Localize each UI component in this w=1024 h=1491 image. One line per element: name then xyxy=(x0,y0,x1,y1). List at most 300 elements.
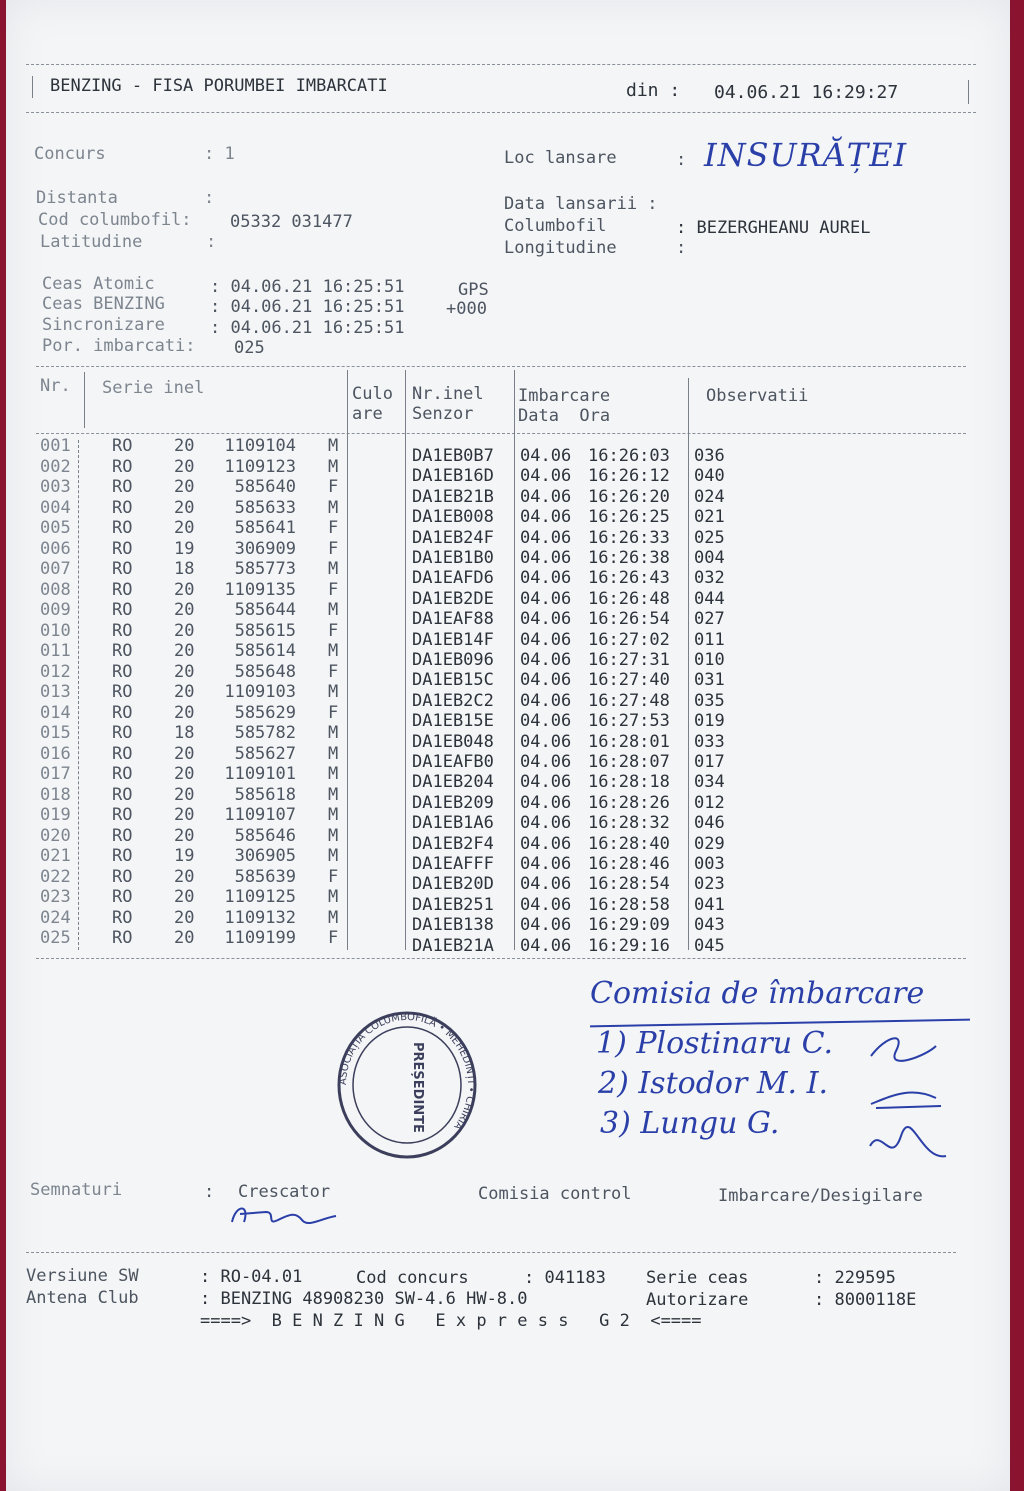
table-header-rule xyxy=(36,433,966,434)
cell-ora: 16:28:32 xyxy=(588,813,670,834)
concurs-label: Concurs xyxy=(34,144,106,164)
cell-ora: 16:27:40 xyxy=(588,670,670,691)
columbofil-label: Columbofil xyxy=(504,216,607,236)
cell-obs: 019 xyxy=(694,711,725,732)
stamp-outer-text: ASOCIAȚIA COLUMBOFILĂ • MEHEDINȚI • CHIRIA xyxy=(337,1011,477,1132)
cell-nr: 013 xyxy=(40,682,71,702)
cell-tara: RO xyxy=(112,702,133,723)
cell-data: 04.06 xyxy=(520,752,572,772)
cell-senzor: DA1EB24F xyxy=(412,527,494,548)
distanta-label: Distanta xyxy=(36,188,118,208)
autorizare-value: : 8000118E xyxy=(814,1290,917,1310)
cell-data: 04.06 xyxy=(520,527,572,548)
cell-sex: M xyxy=(328,600,339,620)
cell-an: 20 xyxy=(174,866,195,887)
crescator-signature xyxy=(226,1200,346,1234)
cell-sex: M xyxy=(328,456,339,477)
cell-an: 20 xyxy=(174,579,195,600)
ceas-benzing-value: : 04.06.21 16:25:51 xyxy=(210,297,405,317)
cell-sex: F xyxy=(328,538,339,559)
cell-senzor: DA1EB2F4 xyxy=(412,833,494,854)
cell-ora: 16:26:43 xyxy=(588,568,670,589)
cell-senzor: DA1EB096 xyxy=(412,650,494,670)
cell-data: 04.06 xyxy=(520,833,572,854)
cell-inel: 1109123 xyxy=(224,456,296,477)
header-left-bar xyxy=(32,76,33,98)
cell-tara: RO xyxy=(112,559,133,579)
longitudine-colon: : xyxy=(676,238,687,258)
cell-tara: RO xyxy=(112,600,133,620)
cell-senzor: DA1EB204 xyxy=(412,772,494,793)
cell-obs: 034 xyxy=(694,772,725,793)
cell-senzor: DA1EB14F xyxy=(412,629,494,650)
cell-nr: 011 xyxy=(40,641,71,661)
cell-ora: 16:26:12 xyxy=(588,466,670,487)
cell-senzor: DA1EB20D xyxy=(412,874,494,895)
cell-senzor: DA1EB048 xyxy=(412,731,494,752)
cell-obs: 027 xyxy=(694,609,725,630)
cell-sex: M xyxy=(328,805,339,825)
cell-an: 20 xyxy=(174,477,195,497)
cod-concurs-value: : 041183 xyxy=(524,1268,606,1288)
cell-inel: 585614 xyxy=(234,641,296,661)
cell-an: 20 xyxy=(174,497,195,518)
cod-columbofil-value: 05332 031477 xyxy=(230,212,353,232)
cell-an: 20 xyxy=(174,887,195,907)
cell-senzor: DA1EB1B0 xyxy=(412,548,494,568)
cell-an: 20 xyxy=(174,518,195,538)
col-header-nrinel-2: Senzor xyxy=(412,404,474,424)
cell-obs: 024 xyxy=(694,486,725,507)
cell-sex: F xyxy=(328,661,339,682)
cell-tara: RO xyxy=(112,928,133,948)
cell-ora: 16:28:26 xyxy=(588,792,670,813)
cell-ora: 16:29:16 xyxy=(588,935,670,956)
ceas-benzing-label: Ceas BENZING xyxy=(42,294,165,314)
cell-tara: RO xyxy=(112,436,133,456)
latitudine-colon: : xyxy=(206,232,217,252)
cod-concurs-label: Cod concurs xyxy=(356,1268,469,1288)
cell-tara: RO xyxy=(112,497,133,518)
cell-ora: 16:26:38 xyxy=(588,548,670,568)
cell-obs: 045 xyxy=(694,935,725,956)
cell-nr: 010 xyxy=(40,620,71,641)
cell-ora: 16:26:20 xyxy=(588,486,670,507)
col-header-observatii: Observatii xyxy=(706,386,809,406)
cell-inel: 585773 xyxy=(234,559,296,579)
col-divider-culoare xyxy=(347,370,348,950)
sincronizare-label: Sincronizare xyxy=(42,315,165,335)
cell-nr: 009 xyxy=(40,600,71,620)
print-date: 04.06.21 16:29:27 xyxy=(714,82,899,103)
cell-an: 20 xyxy=(174,743,195,764)
cell-senzor: DA1EB1A6 xyxy=(412,813,494,834)
cell-data: 04.06 xyxy=(520,466,572,487)
ceas-atomic-label: Ceas Atomic xyxy=(42,274,155,294)
cod-columbofil-label: Cod columbofil: xyxy=(38,210,192,230)
cell-tara: RO xyxy=(112,866,133,887)
cell-tara: RO xyxy=(112,620,133,641)
cell-sex: F xyxy=(328,477,339,497)
cell-obs: 040 xyxy=(694,466,725,487)
cell-senzor: DA1EB15E xyxy=(412,711,494,732)
cell-data: 04.06 xyxy=(520,507,572,528)
table-top-rule xyxy=(36,366,966,367)
commission-title-handwritten: Comisia de îmbarcare xyxy=(590,976,925,1011)
cell-inel: 585640 xyxy=(234,477,296,497)
signature-crescator-label: Crescator xyxy=(238,1182,331,1202)
cell-sex: F xyxy=(328,702,339,723)
ceas-benzing-offset: +000 xyxy=(446,299,487,319)
cell-nr: 024 xyxy=(40,907,71,928)
cell-tara: RO xyxy=(112,784,133,805)
cell-inel: 585615 xyxy=(234,620,296,641)
cell-data: 04.06 xyxy=(520,588,572,609)
cell-obs: 043 xyxy=(694,915,725,936)
cell-tara: RO xyxy=(112,579,133,600)
cell-sex: M xyxy=(328,436,339,456)
cell-ora: 16:28:46 xyxy=(588,854,670,874)
cell-ora: 16:28:40 xyxy=(588,833,670,854)
cell-an: 20 xyxy=(174,928,195,948)
cell-data: 04.06 xyxy=(520,772,572,793)
cell-tara: RO xyxy=(112,518,133,538)
commission-signatures xyxy=(866,1026,956,1176)
sincronizare-value: : 04.06.21 16:25:51 xyxy=(210,318,405,338)
cell-nr: 008 xyxy=(40,579,71,600)
footer-rule xyxy=(26,1252,956,1253)
cell-nr: 017 xyxy=(40,764,71,784)
cell-inel: 585639 xyxy=(234,866,296,887)
cell-an: 20 xyxy=(174,456,195,477)
serie-ceas-label: Serie ceas xyxy=(646,1268,749,1288)
cell-ora: 16:28:58 xyxy=(588,894,670,915)
versiune-label: Versiune SW xyxy=(26,1266,139,1286)
cell-senzor: DA1EB209 xyxy=(412,792,494,813)
cell-inel: 585646 xyxy=(234,825,296,846)
cell-data: 04.06 xyxy=(520,548,572,568)
header-right-bar xyxy=(968,80,969,104)
cell-obs: 003 xyxy=(694,854,725,874)
signature-imbarcare-label: Imbarcare/Desigilare xyxy=(718,1186,923,1206)
cell-ora: 16:26:54 xyxy=(588,609,670,630)
cell-sex: F xyxy=(328,518,339,538)
cell-an: 20 xyxy=(174,641,195,661)
loc-lansare-colon: : xyxy=(676,150,687,170)
cell-data: 04.06 xyxy=(520,792,572,813)
col-header-imbarcare-1: Imbarcare xyxy=(518,386,611,406)
cell-data: 04.06 xyxy=(520,711,572,732)
commission-member-2: 2) Istodor M. I. xyxy=(598,1066,829,1101)
cell-ora: 16:28:01 xyxy=(588,731,670,752)
cell-an: 20 xyxy=(174,702,195,723)
cell-tara: RO xyxy=(112,682,133,702)
cell-sex: M xyxy=(328,784,339,805)
cell-data: 04.06 xyxy=(520,731,572,752)
svg-text:ASOCIAȚIA COLUMBOFILĂ • MEHEDI xyxy=(338,1012,476,1132)
cell-nr: 021 xyxy=(40,846,71,866)
cell-tara: RO xyxy=(112,764,133,784)
cell-an: 20 xyxy=(174,620,195,641)
cell-data: 04.06 xyxy=(520,874,572,895)
cell-obs: 046 xyxy=(694,813,725,834)
header-bottom-rule xyxy=(26,112,976,113)
latitudine-label: Latitudine xyxy=(40,232,143,252)
cell-nr: 020 xyxy=(40,825,71,846)
cell-tara: RO xyxy=(112,805,133,825)
cell-senzor: DA1EB15C xyxy=(412,670,494,691)
cell-ora: 16:27:31 xyxy=(588,650,670,670)
cell-sex: M xyxy=(328,887,339,907)
cell-inel: 1109199 xyxy=(224,928,296,948)
cell-sex: F xyxy=(328,620,339,641)
cell-data: 04.06 xyxy=(520,935,572,956)
cell-obs: 025 xyxy=(694,527,725,548)
cell-senzor: DA1EB0B7 xyxy=(412,446,494,466)
cell-inel: 1109104 xyxy=(224,436,296,456)
cell-obs: 033 xyxy=(694,731,725,752)
cell-data: 04.06 xyxy=(520,629,572,650)
col-divider-senzor xyxy=(405,370,406,950)
cell-obs: 010 xyxy=(694,650,725,670)
cell-senzor: DA1EB2C2 xyxy=(412,690,494,711)
cell-senzor: DA1EB21B xyxy=(412,486,494,507)
cell-ora: 16:26:25 xyxy=(588,507,670,528)
cell-tara: RO xyxy=(112,723,133,743)
cell-sex: M xyxy=(328,641,339,661)
cell-senzor: DA1EB16D xyxy=(412,466,494,487)
association-stamp xyxy=(336,1010,478,1160)
cell-tara: RO xyxy=(112,887,133,907)
cell-nr: 004 xyxy=(40,497,71,518)
cell-tara: RO xyxy=(112,641,133,661)
cell-inel: 1109135 xyxy=(224,579,296,600)
commission-member-3: 3) Lungu G. xyxy=(600,1106,780,1141)
cell-inel: 1109107 xyxy=(224,805,296,825)
cell-nr: 006 xyxy=(40,538,71,559)
cell-senzor: DA1EB21A xyxy=(412,935,494,956)
longitudine-label: Longitudine xyxy=(504,238,617,258)
cell-sex: M xyxy=(328,764,339,784)
antena-value: : BENZING 48908230 SW-4.6 HW-8.0 xyxy=(200,1289,528,1309)
cell-sex: M xyxy=(328,907,339,928)
document-paper xyxy=(6,0,1010,1491)
data-lansarii-label: Data lansarii : xyxy=(504,194,658,214)
cell-an: 19 xyxy=(174,538,195,559)
signatures-label: Semnaturi xyxy=(30,1180,123,1200)
cell-obs: 017 xyxy=(694,752,725,772)
cell-inel: 1109132 xyxy=(224,907,296,928)
cell-obs: 041 xyxy=(694,894,725,915)
distanta-colon: : xyxy=(204,188,215,208)
cell-nr: 022 xyxy=(40,866,71,887)
cell-data: 04.06 xyxy=(520,446,572,466)
col-divider-nr-body xyxy=(78,440,79,950)
cell-ora: 16:29:09 xyxy=(588,915,670,936)
columbofil-name: : BEZERGHEANU AUREL xyxy=(676,218,871,238)
cell-sex: F xyxy=(328,579,339,600)
cell-obs: 036 xyxy=(694,446,725,466)
table-bottom-rule xyxy=(36,958,966,959)
cell-tara: RO xyxy=(112,907,133,928)
cell-nr: 019 xyxy=(40,805,71,825)
antena-label: Antena Club xyxy=(26,1288,139,1308)
cell-inel: 585627 xyxy=(234,743,296,764)
cell-tara: RO xyxy=(112,661,133,682)
commission-member-1: 1) Plostinaru C. xyxy=(596,1026,834,1061)
cell-inel: 585644 xyxy=(234,600,296,620)
cell-an: 20 xyxy=(174,907,195,928)
cell-an: 20 xyxy=(174,661,195,682)
cell-inel: 585629 xyxy=(234,702,296,723)
cell-inel: 1109103 xyxy=(224,682,296,702)
cell-obs: 032 xyxy=(694,568,725,589)
cell-an: 19 xyxy=(174,846,195,866)
cell-senzor: DA1EB008 xyxy=(412,507,494,528)
cell-obs: 044 xyxy=(694,588,725,609)
cell-an: 20 xyxy=(174,825,195,846)
versiune-value: : RO-04.01 xyxy=(200,1267,303,1287)
cell-data: 04.06 xyxy=(520,690,572,711)
cell-senzor: DA1EB251 xyxy=(412,894,494,915)
cell-ora: 16:27:02 xyxy=(588,629,670,650)
cell-sex: M xyxy=(328,723,339,743)
cell-nr: 015 xyxy=(40,723,71,743)
cell-data: 04.06 xyxy=(520,609,572,630)
header-top-rule xyxy=(26,64,976,65)
cell-ora: 16:28:07 xyxy=(588,752,670,772)
stamp-inner-text: PREȘEDINTE xyxy=(410,1042,425,1133)
cell-data: 04.06 xyxy=(520,813,572,834)
benzing-banner: ====> B E N Z I N G E x p r e s s G 2 <==== xyxy=(200,1311,702,1331)
cell-nr: 016 xyxy=(40,743,71,764)
cell-inel: 1109101 xyxy=(224,764,296,784)
col-header-nrinel-1: Nr.inel xyxy=(412,384,484,404)
cell-nr: 001 xyxy=(40,436,71,456)
loc-lansare-handwritten: INSURĂȚEI xyxy=(704,136,908,174)
cell-inel: 585641 xyxy=(234,518,296,538)
cell-data: 04.06 xyxy=(520,670,572,691)
cell-an: 20 xyxy=(174,764,195,784)
por-imbarcati-value: 025 xyxy=(234,338,265,358)
date-label: din : xyxy=(626,80,681,101)
cell-nr: 012 xyxy=(40,661,71,682)
cell-tara: RO xyxy=(112,825,133,846)
cell-inel: 585618 xyxy=(234,784,296,805)
cell-senzor: DA1EB2DE xyxy=(412,588,494,609)
signature-comisia-label: Comisia control xyxy=(478,1184,632,1204)
por-imbarcati-label: Por. imbarcati: xyxy=(42,336,196,356)
cell-nr: 023 xyxy=(40,887,71,907)
col-divider-observatii xyxy=(688,378,689,950)
cell-an: 20 xyxy=(174,600,195,620)
cell-data: 04.06 xyxy=(520,915,572,936)
cell-tara: RO xyxy=(112,477,133,497)
cell-sex: M xyxy=(328,682,339,702)
col-header-serie: Serie inel xyxy=(102,378,205,398)
cell-obs: 011 xyxy=(694,629,725,650)
cell-tara: RO xyxy=(112,456,133,477)
cell-inel: 306905 xyxy=(234,846,296,866)
cell-ora: 16:28:18 xyxy=(588,772,670,793)
cell-obs: 023 xyxy=(694,874,725,895)
col-header-culoare-1: Culo xyxy=(352,384,393,404)
signatures-colon: : xyxy=(204,1182,215,1202)
cell-obs: 029 xyxy=(694,833,725,854)
cell-ora: 16:27:48 xyxy=(588,690,670,711)
stamp-seal-icon xyxy=(336,1010,478,1160)
cell-sex: M xyxy=(328,825,339,846)
cell-sex: M xyxy=(328,846,339,866)
cell-data: 04.06 xyxy=(520,650,572,670)
cell-an: 18 xyxy=(174,723,195,743)
cell-inel: 585648 xyxy=(234,661,296,682)
cell-senzor: DA1EAFB0 xyxy=(412,752,494,772)
cell-ora: 16:26:48 xyxy=(588,588,670,609)
cell-an: 20 xyxy=(174,436,195,456)
col-header-culoare-2: are xyxy=(352,404,383,424)
ceas-atomic-value: : 04.06.21 16:25:51 xyxy=(210,277,405,297)
cell-tara: RO xyxy=(112,846,133,866)
serie-ceas-value: : 229595 xyxy=(814,1268,896,1288)
cell-data: 04.06 xyxy=(520,486,572,507)
cell-nr: 005 xyxy=(40,518,71,538)
cell-obs: 035 xyxy=(694,690,725,711)
cell-an: 20 xyxy=(174,682,195,702)
cell-senzor: DA1EAFFF xyxy=(412,854,494,874)
cell-obs: 031 xyxy=(694,670,725,691)
cell-senzor: DA1EAF88 xyxy=(412,609,494,630)
cell-obs: 021 xyxy=(694,507,725,528)
cell-obs: 004 xyxy=(694,548,725,568)
cell-an: 18 xyxy=(174,559,195,579)
cell-ora: 16:27:53 xyxy=(588,711,670,732)
cell-ora: 16:26:03 xyxy=(588,446,670,466)
cell-nr: 003 xyxy=(40,477,71,497)
ceas-atomic-gps: GPS xyxy=(458,280,489,300)
col-header-imbarcare-2: Data Ora xyxy=(518,406,611,426)
col-header-nr: Nr. xyxy=(40,376,71,396)
cell-tara: RO xyxy=(112,743,133,764)
concurs-value: : 1 xyxy=(204,144,235,164)
cell-sex: M xyxy=(328,743,339,764)
cell-senzor: DA1EB138 xyxy=(412,915,494,936)
col-divider-nr xyxy=(84,372,85,428)
cell-data: 04.06 xyxy=(520,854,572,874)
cell-tara: RO xyxy=(112,538,133,559)
cell-ora: 16:26:33 xyxy=(588,527,670,548)
cell-data: 04.06 xyxy=(520,894,572,915)
cell-inel: 585633 xyxy=(234,497,296,518)
cell-sex: M xyxy=(328,559,339,579)
cell-sex: F xyxy=(328,928,339,948)
cell-inel: 1109125 xyxy=(224,887,296,907)
cell-nr: 018 xyxy=(40,784,71,805)
autorizare-label: Autorizare xyxy=(646,1290,749,1310)
cell-an: 20 xyxy=(174,784,195,805)
cell-ora: 16:28:54 xyxy=(588,874,670,895)
cell-obs: 012 xyxy=(694,792,725,813)
document-title: BENZING - FISA PORUMBEI IMBARCATI xyxy=(50,76,388,96)
cell-an: 20 xyxy=(174,805,195,825)
cell-nr: 014 xyxy=(40,702,71,723)
cell-nr: 002 xyxy=(40,456,71,477)
cell-sex: F xyxy=(328,866,339,887)
loc-lansare-label: Loc lansare xyxy=(504,148,617,168)
cell-data: 04.06 xyxy=(520,568,572,589)
cell-nr: 025 xyxy=(40,928,71,948)
cell-sex: M xyxy=(328,497,339,518)
